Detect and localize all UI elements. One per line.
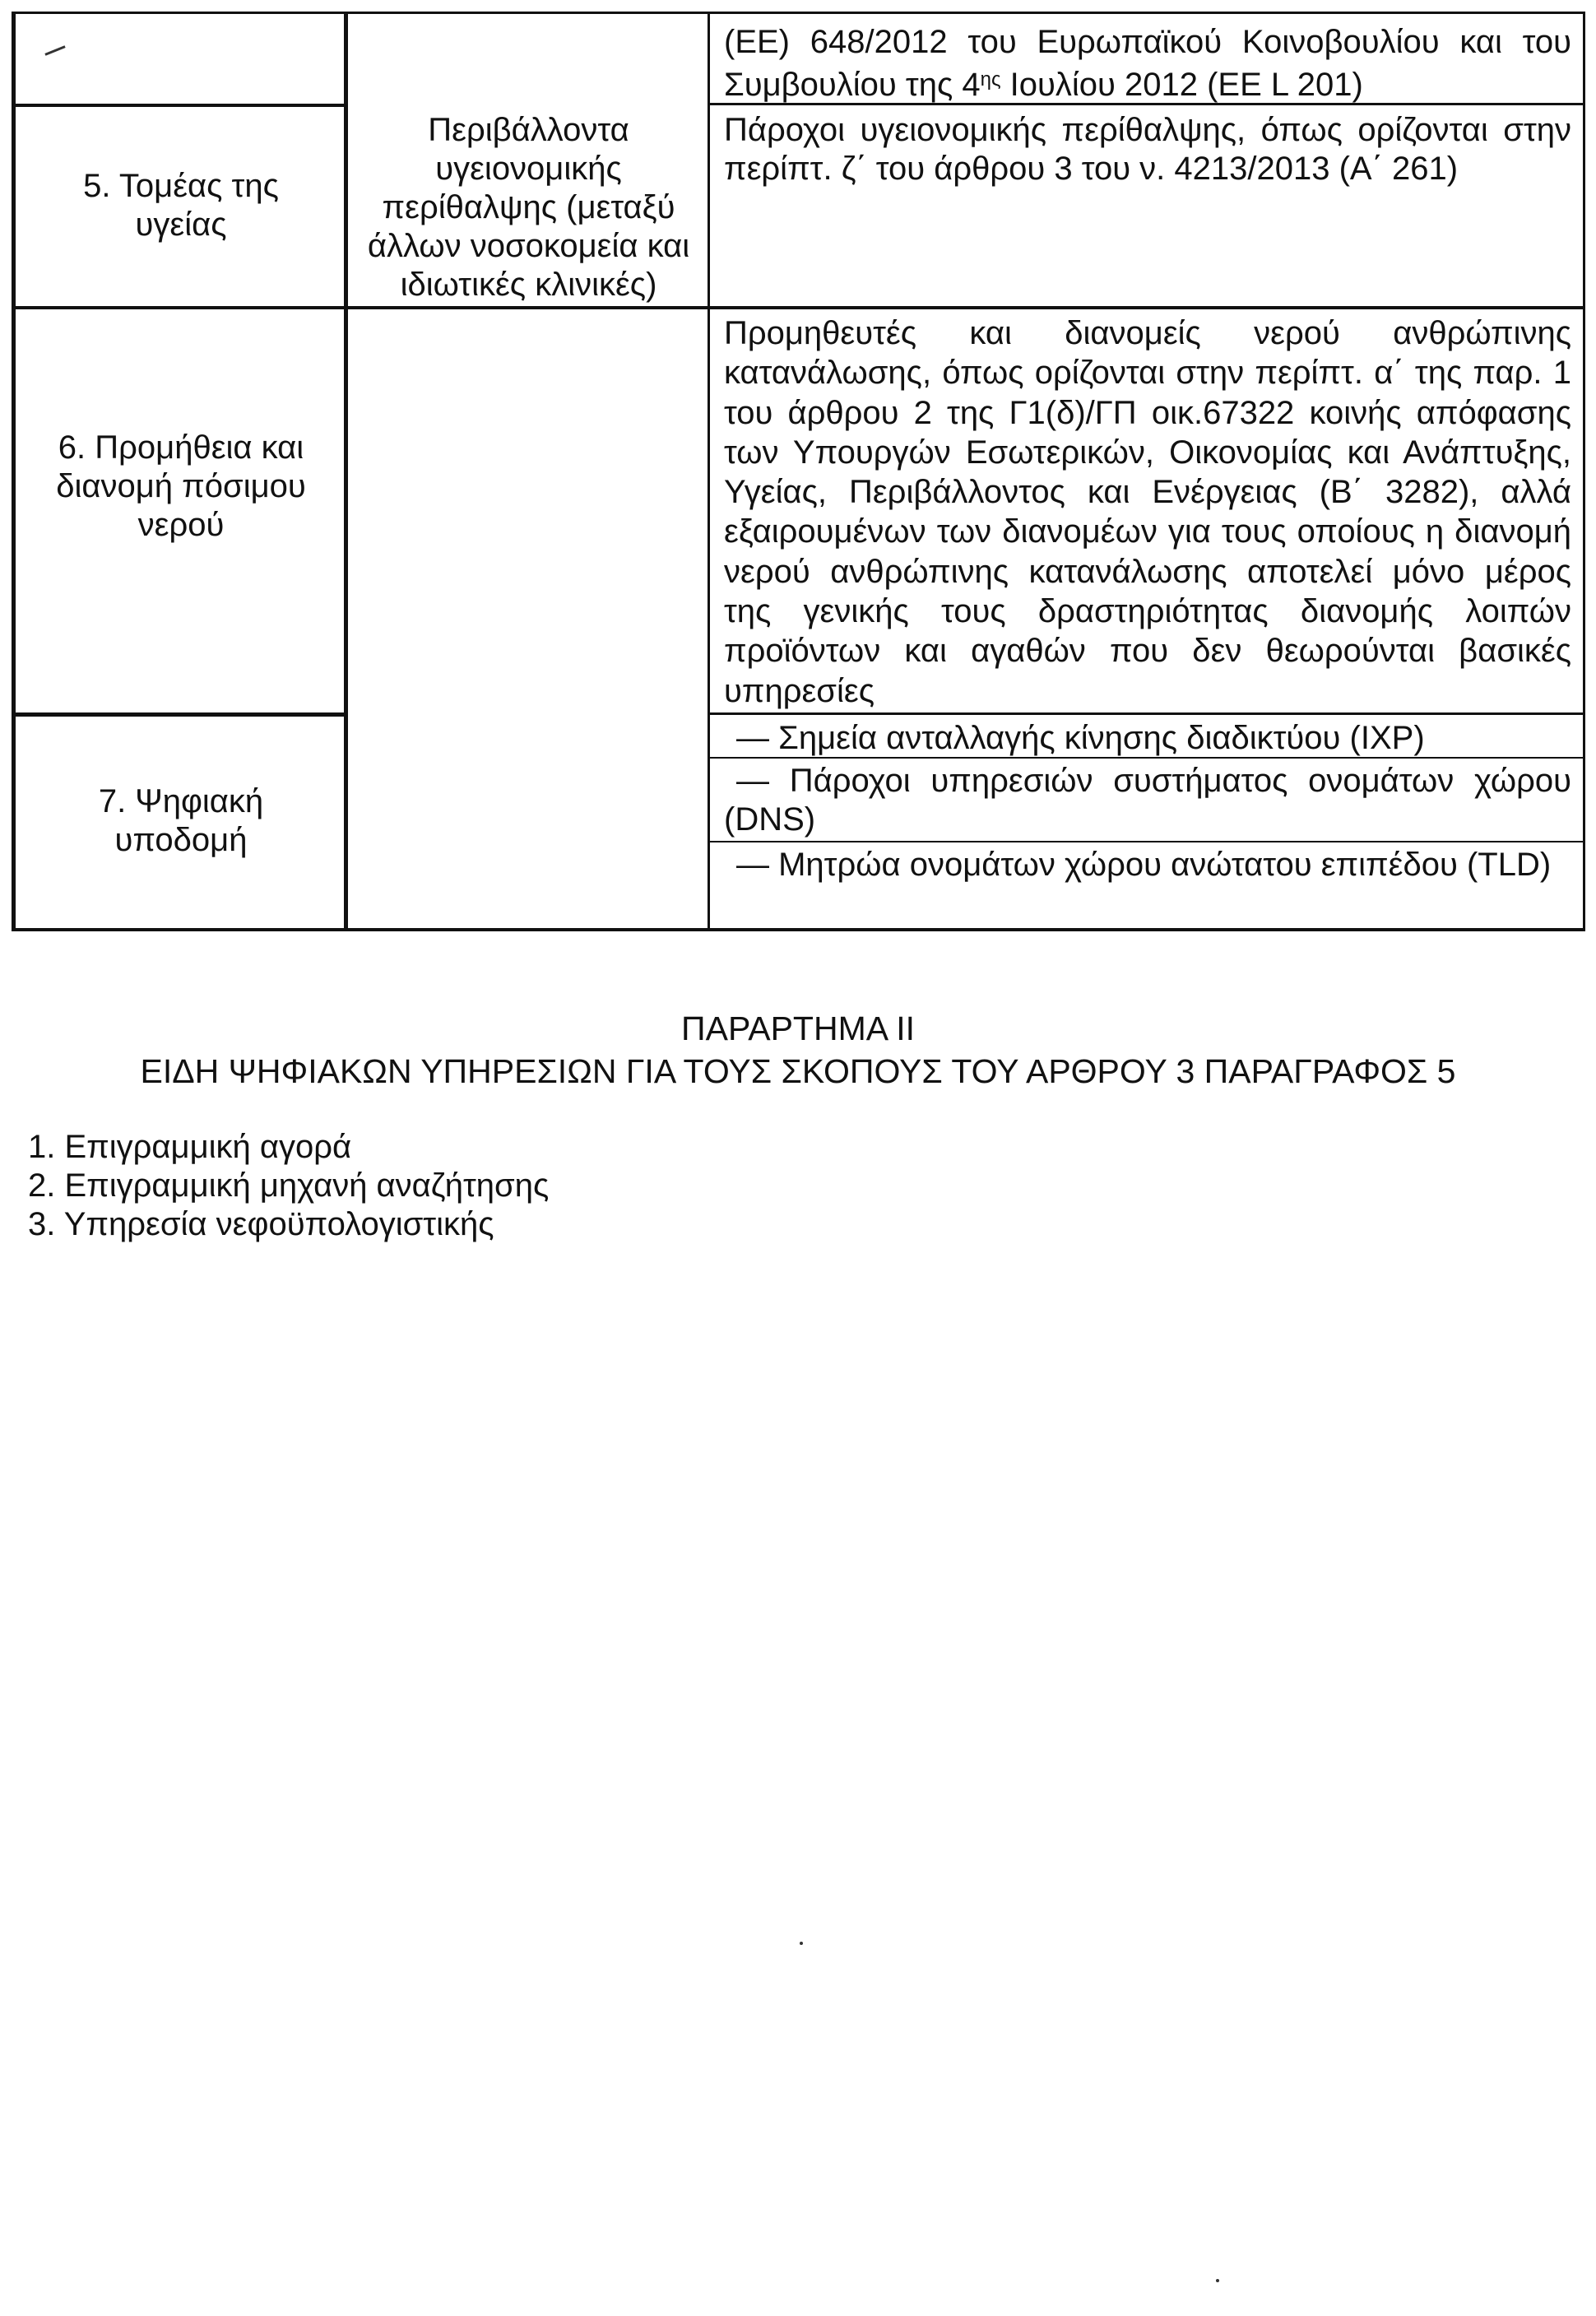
table-border-right: [1583, 12, 1585, 931]
row6-sector: 6. Προμήθεια και διανομή πόσιμου νερού: [56, 429, 306, 543]
table-border-col1: [344, 12, 348, 931]
row-separator-5: [12, 104, 348, 107]
table-border-left: [12, 12, 16, 931]
row-separator-7-col3: [708, 712, 1585, 715]
row6-entity: Προμηθευτές και διανομείς νερού ανθρώπινης κατανάλωσης, όπως ορίζονται στην περίπτ. α΄ της παρ. 1 του άρθρου 2 της Γ1(δ)/ΓΠ οικ.67322 κοινής απόφασης των Υπουργών Εσωτερικών, Οικονομίας και Ανάπτυξης, Υγείας, Περιβάλλοντος και Ενέργειας (Β΄ 3282), αλλά εξαιρουμένων των διανομέων για τους οποίους η διανομή νερού ανθρώπινης κατανάλωσης αποτελεί μόνο μέρος της γενικής τους δραστηριότητας διανομής λοιπών προϊόντων και αγαθών που δεν θεωρούνται βασικές υπηρεσίες: [724, 315, 1571, 709]
row-separator-6: [12, 306, 1585, 309]
row-separator-7b: [708, 841, 1585, 842]
row-separator-7: [12, 712, 348, 717]
row5-entity: Πάροχοι υγειονομικής περίθαλψης, όπως ορίζονται στην περίπτ. ζ΄ του άρθρου 3 του ν. 4213/2013 (Α΄ 261): [724, 112, 1571, 187]
annex-list-item: 2. Επιγραμμική μηχανή αναζήτησης: [28, 1167, 550, 1204]
top-row-entity: [724, 23, 1571, 106]
top-row-line-1: (ΕΕ) 648/2012 του Ευρωπαϊκού Κοινοβουλίου και του: [724, 24, 1571, 60]
annex-list-item: 3. Υπηρεσία νεφοϋπολογιστικής: [28, 1206, 494, 1242]
row7-entity-1: — Σημεία ανταλλαγής κίνησης διαδικτύου (IXP): [736, 720, 1425, 756]
annex-subtitle: ΕΙΔΗ ΨΗΦΙΑΚΩΝ ΥΠΗΡΕΣΙΩΝ ΓΙΑ ΤΟΥΣ ΣΚΟΠΟΥΣ ΤΟΥ ΑΡΘΡΟΥ 3 ΠΑΡΑΓΡΑΦΟΣ 5: [140, 1052, 1456, 1090]
table-border-col2: [708, 12, 710, 931]
top-row-line-2-sup: ης: [980, 68, 1001, 91]
annex-title: ΠΑΡΑΡΤΗΜΑ ΙΙ: [680, 1009, 916, 1047]
table-border-bottom: [12, 928, 1585, 931]
scan-speck: [800, 1942, 803, 1945]
top-row-line-2-a: Συμβουλίου της 4: [724, 67, 981, 103]
scan-speck: [1216, 2279, 1219, 2282]
row7-sector: 7. Ψηφιακή υποδομή: [98, 783, 264, 858]
row5-sector: 5. Τομέας της υγείας: [83, 168, 279, 243]
row7-entity-3: — Μητρώα ονομάτων χώρου ανώτατου επιπέδου (TLD): [736, 847, 1552, 883]
annex-list-item: 1. Επιγραμμική αγορά: [28, 1129, 352, 1165]
top-row-line-2-b: Ιουλίου 2012 (ΕΕ L 201): [1000, 67, 1363, 103]
table-border-top: [12, 12, 1585, 14]
top-row-line-2: [724, 60, 1571, 104]
row5-subsector: Περιβάλλοντα υγειονομικής περίθαλψης (μεταξύ άλλων νοσοκομεία και ιδιωτικές κλινικές): [367, 112, 690, 303]
dash-mark: [44, 45, 65, 56]
row7-entity-2: — Πάροχοι υπηρεσιών συστήματος ονομάτων χώρου (DNS): [724, 763, 1571, 838]
